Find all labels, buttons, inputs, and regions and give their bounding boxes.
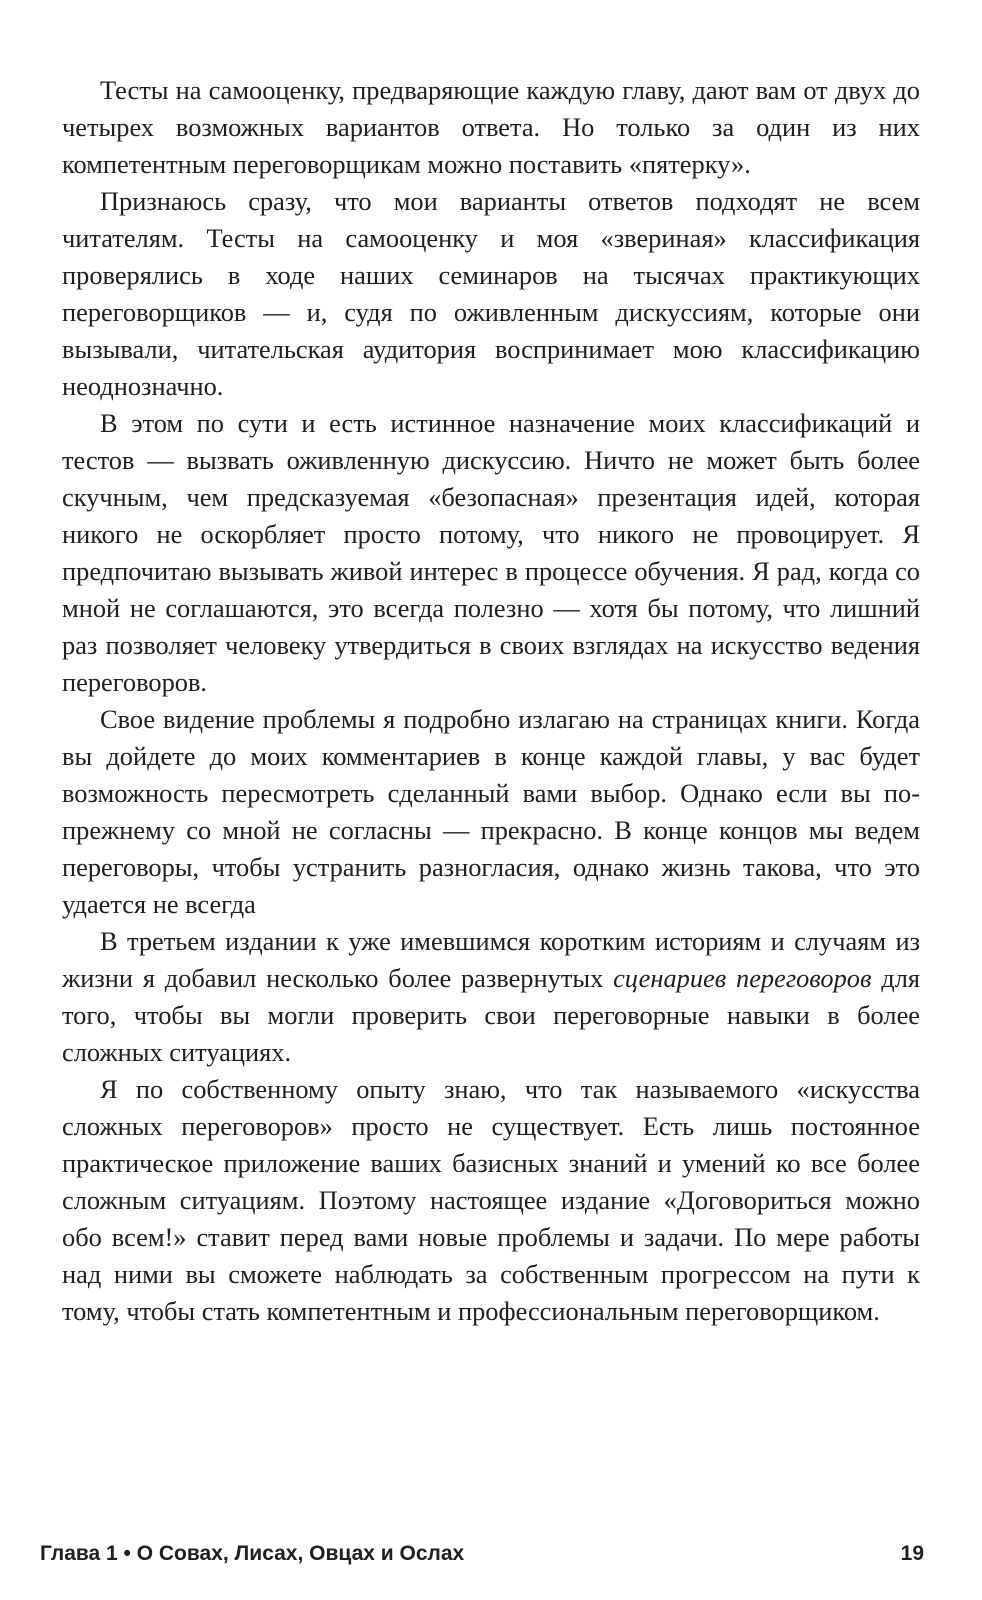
page-body — [62, 72, 920, 1330]
paragraph-4: Свое видение проблемы я подробно излагаю на страницах книги. Когда вы дойдете до моих комментариев в конце каждой главы, у вас будет возможность пересмотреть сделанный вами выбор. Однако если вы по-прежнему со мной не согласны — прекрасно. В конце концов мы ведем переговоры, чтобы устранить разногласия, однако жизнь такова, что это удается не всегда — [62, 704, 920, 919]
paragraph-1: Тесты на самооценку, предваряющие каждую главу, дают вам от двух до четырех возможных вариантов ответа. Но только за один из них компетентным переговорщикам можно поставить «пятерку». — [62, 75, 920, 179]
page-number: 19 — [900, 1542, 924, 1565]
paragraph-2: Признаюсь сразу, что мои варианты ответов подходят не всем читателям. Тесты на самооценку и моя «звериная» классификация проверялись в ходе наших семинаров на тысячах практикующих переговорщиков — и, судя по оживленным дискуссиям, которые они вызывали, читательская аудитория воспринимает мою классификацию неоднозначно. — [62, 186, 920, 401]
page-footer — [40, 1542, 924, 1576]
paragraph-5-italic-phrase: сценариев переговоров — [613, 963, 872, 993]
paragraph-5 — [62, 923, 920, 1071]
paragraph-5-text-end: для того, чтобы вы могли проверить свои переговорные навыки в более сложных ситуациях. — [62, 963, 920, 1067]
running-footer-chapter: Глава 1 • О Совах, Лисах, Овцах и Ослах — [40, 1542, 465, 1565]
paragraph-5-text-start: В третьем издании к уже имевшимся коротким историям и случаям из жизни я добавил несколько более развернутых — [62, 926, 920, 993]
paragraph-3: В этом по сути и есть истинное назначение моих классификаций и тестов — вызвать оживленную дискуссию. Ничто не может быть более скучным, чем предсказуемая «безопасная» презентация идей, которая никого не оскорбляет просто потому, что никого не провоцирует. Я предпочитаю вызывать живой интерес в процессе обучения. Я рад, когда со мной не соглашаются, это всегда полезно — хотя бы потому, что лишний раз позволяет человеку утвердиться в своих взглядах на искусство ведения переговоров. — [62, 408, 920, 697]
paragraph-6: Я по собственному опыту знаю, что так называемого «искусства сложных переговоров» просто не существует. Есть лишь постоянное практическое приложение ваших базисных знаний и умений ко все более сложным ситуациям. Поэтому настоящее издание «Договориться можно обо всем!» ставит перед вами новые проблемы и задачи. По мере работы над ними вы сможете наблюдать за собственным прогрессом на пути к тому, чтобы стать компетентным и профессиональным переговорщиком. — [62, 1074, 920, 1326]
